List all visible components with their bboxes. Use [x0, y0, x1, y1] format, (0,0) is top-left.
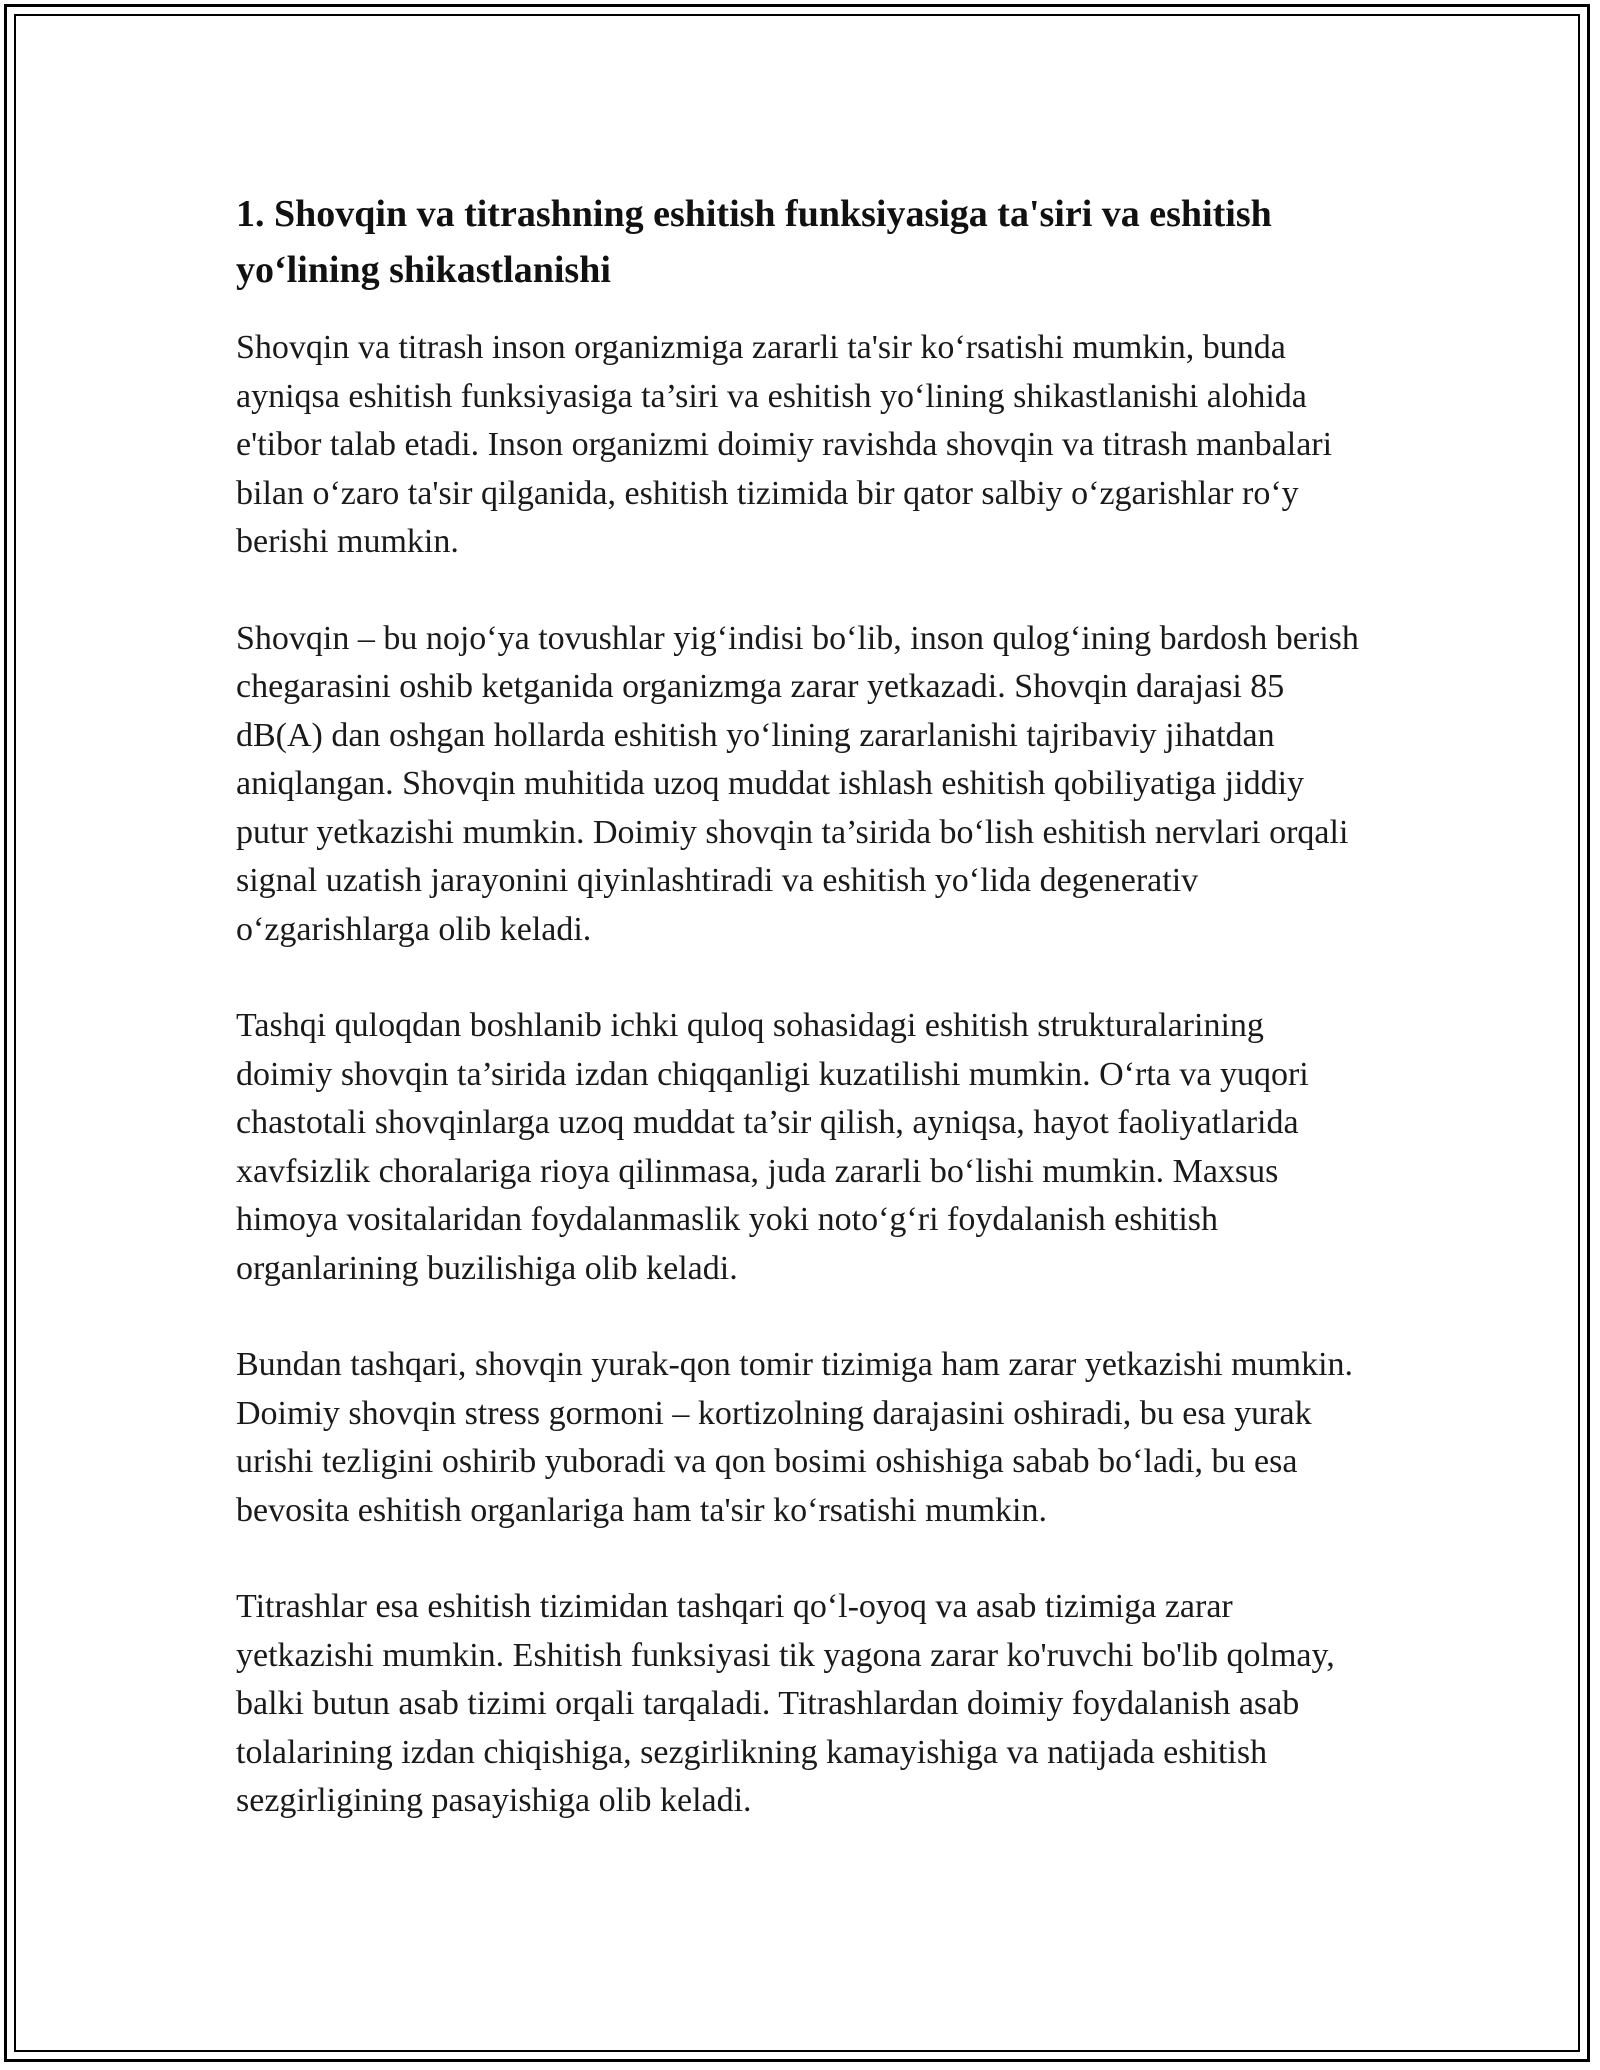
- section-title: 1. Shovqin va titrashning eshitish funksiyasiga ta'siri va eshitish yo‘lining shikastlanishi: [236, 193, 1272, 291]
- paragraph-1: Shovqin va titrash inson organizmiga zararli ta'sir ko‘rsatishi mumkin, bunda ayniqsa eshitish funksiyasiga ta’siri va eshitish yo‘lining shikastlanishi alohida e'tibor talab etadi. Inson organizmi doimiy ravishda shovqin va titrash manbalari bilan o‘zaro ta'sir qilganida, eshitish tizimida bir qator salbiy o‘zgarishlar ro‘y berishi mumkin.: [236, 329, 1333, 560]
- document-body: [236, 186, 1366, 1874]
- paragraph-4: Bundan tashqari, shovqin yurak-qon tomir tizimiga ham zarar yetkazishi mumkin. Doimiy shovqin stress gormoni – kortizolning darajasini oshiradi, bu esa yurak urishi tezligini oshirib yuboradi va qon bosimi oshishiga sabab bo‘ladi, bu esa bevosita eshitish organlariga ham ta'sir ko‘rsatishi mumkin.: [236, 1346, 1354, 1529]
- paragraph-3: Tashqi quloqdan boshlanib ichki quloq sohasidagi eshitish strukturalarining doimiy shovqin ta’sirida izdan chiqqanligi kuzatilishi mumkin. O‘rta va yuqori chastotali shovqinlarga uzoq muddat ta’sir qilish, ayniqsa, hayot faoliyatlarida xavfsizlik choralariga rioya qilinmasa, juda zararli bo‘lishi mumkin. Maxsus himoya vositalaridan foydalanmaslik yoki noto‘g‘ri foydalanish eshitish organlarining buzilishiga olib keladi.: [236, 1007, 1309, 1287]
- paragraph-2: Shovqin – bu nojo‘ya tovushlar yig‘indisi bo‘lib, inson qulog‘ining bardosh berish chegarasini oshib ketganida organizmga zarar yetkazadi. Shovqin darajasi 85 dB(A) dan oshgan hollarda eshitish yo‘lining zararlanishi tajribaviy jihatdan aniqlangan. Shovqin muhitida uzoq muddat ishlash eshitish qobiliyatiga jiddiy putur yetkazishi mumkin. Doimiy shovqin ta’sirida bo‘lish eshitish nervlari orqali signal uzatish jarayonini qiyinlashtiradi va eshitish yo‘lida degenerativ o‘zgarishlarga olib keladi.: [236, 619, 1359, 948]
- paragraph-5: Titrashlar esa eshitish tizimidan tashqari qo‘l-oyoq va asab tizimiga zarar yetkazishi mumkin. Eshitish funksiyasi tik yagona zarar ko'ruvchi bo'lib qolmay, balki butun asab tizimi orqali tarqaladi. Titrashlardan doimiy foydalanish asab tolalarining izdan chiqishiga, sezgirlikning kamayishiga va natijada eshitish sezgirligining pasayishiga olib keladi.: [236, 1588, 1335, 1819]
